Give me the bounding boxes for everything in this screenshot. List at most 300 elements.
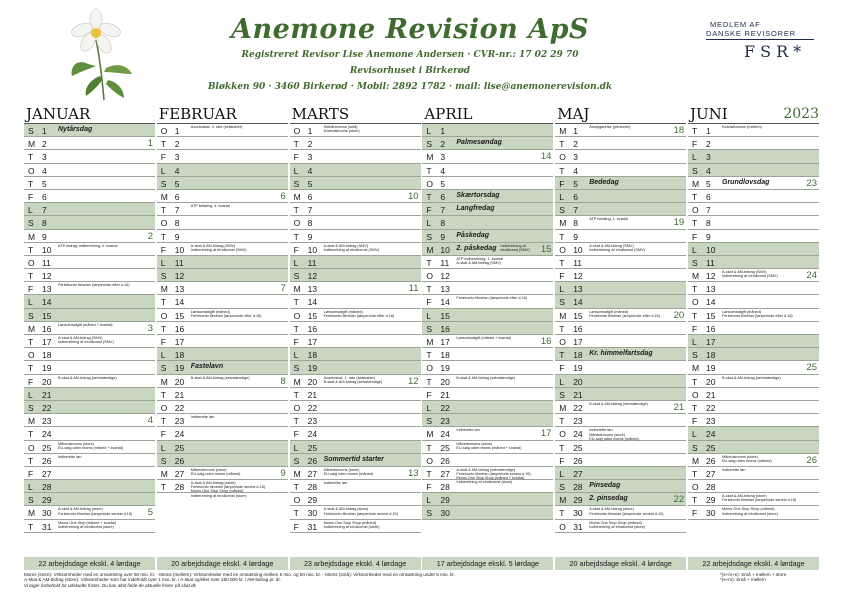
weekday-letter: T: [28, 521, 34, 532]
day-number: 28: [42, 482, 52, 493]
day-number: 18: [174, 350, 185, 361]
week-number: 1: [147, 138, 153, 150]
day-row: [688, 335, 819, 348]
day-row: [157, 441, 288, 454]
day-number: 3: [706, 152, 711, 163]
fsr-logo: FSR*: [744, 42, 807, 61]
day-row: [24, 216, 155, 229]
day-row: [555, 230, 686, 243]
day-number: 29: [440, 495, 450, 506]
weekday-letter: L: [426, 126, 432, 136]
day-row: [290, 427, 421, 440]
weekday-letter: O: [28, 257, 35, 268]
day-row: [688, 282, 819, 295]
deadline-note: Kvartalsmoms (mellem): [722, 125, 762, 129]
deadline-note: A-skat & AM-bidrag (SMV) Indberetning af eIndkomst (SMV): [589, 243, 645, 252]
calendar-year: 2023: [783, 106, 819, 122]
legend-notes: [24, 572, 584, 588]
day-number: 15: [174, 310, 185, 321]
weekday-letter: S: [692, 442, 698, 453]
weekday-letter: M: [293, 284, 301, 295]
weekday-letter: F: [559, 271, 565, 282]
day-number: 19: [42, 363, 52, 374]
week-number: 20: [673, 309, 685, 321]
month-title: MARTS: [291, 105, 350, 123]
weekday-letter: L: [559, 284, 564, 295]
day-number: 2: [706, 139, 711, 150]
weekday-letter: M: [28, 231, 36, 242]
month-title: JUNI: [690, 105, 728, 123]
header-contact-line: Bløkken 90 · 3460 Birkerød · Mobil: 2892 1782 · mail: lise@anemonerevision.dk: [207, 82, 613, 92]
day-row: [290, 230, 421, 243]
week-number: 11: [408, 283, 419, 295]
day-row: [688, 124, 819, 137]
deadline-note: Moms One Stop Shop (måned) Indberetning af eIndkomst (store): [722, 507, 778, 516]
day-number: 23: [307, 416, 318, 427]
day-row: [290, 216, 421, 229]
day-row: [555, 216, 686, 229]
month-title: MAJ: [557, 105, 590, 123]
day-number: 9: [42, 231, 47, 242]
weekday-letter: F: [692, 416, 698, 427]
weekday-letter: F: [559, 363, 565, 374]
day-row: [555, 348, 686, 361]
day-row: [555, 375, 686, 388]
day-number: 30: [440, 508, 450, 519]
day-row: [290, 506, 421, 519]
day-list: [688, 123, 819, 520]
weekday-letter: O: [692, 297, 699, 308]
day-number: 1: [440, 126, 446, 136]
day-row: [24, 520, 155, 533]
weekday-letter: L: [426, 310, 432, 321]
day-row: [688, 164, 819, 177]
weekday-letter: T: [28, 178, 34, 189]
weekday-letter: T: [160, 205, 166, 216]
day-number: 29: [573, 495, 583, 506]
day-number: 30: [573, 508, 583, 519]
day-number: 18: [307, 350, 318, 361]
weekday-letter: L: [293, 257, 299, 268]
weekday-letter: T: [28, 244, 34, 255]
weekday-letter: F: [559, 178, 565, 189]
day-row: [422, 309, 553, 322]
day-row: [157, 480, 288, 498]
weekday-letter: O: [426, 455, 434, 466]
day-number: 2: [440, 139, 446, 150]
weekday-letter: F: [28, 468, 34, 479]
day-number: 22: [42, 402, 52, 413]
day-number: 29: [307, 495, 318, 506]
weekday-letter: T: [28, 152, 34, 163]
day-number: 14: [706, 297, 716, 308]
weekday-letter: L: [293, 442, 299, 453]
day-number: 15: [706, 310, 716, 321]
day-number: 17: [42, 337, 52, 347]
day-row: [555, 427, 686, 440]
day-row: [290, 520, 421, 533]
weekday-letter: S: [28, 218, 34, 229]
day-number: 4: [440, 165, 446, 176]
day-number: 24: [42, 429, 52, 440]
day-row: [157, 454, 288, 467]
weekday-letter: T: [692, 126, 698, 136]
day-row: [157, 150, 288, 163]
day-row: [157, 190, 288, 203]
day-number: 9: [174, 231, 180, 242]
day-number: 17: [706, 337, 716, 347]
weekday-letter: F: [160, 429, 166, 440]
weekday-letter: T: [293, 389, 299, 400]
day-row: [688, 256, 819, 269]
day-number: 1: [174, 126, 180, 136]
day-row: [157, 203, 288, 216]
day-number: 16: [573, 323, 583, 334]
weekday-letter: S: [28, 310, 34, 321]
day-row: [157, 375, 288, 388]
deadline-note: Månedsmoms (store) EU-salg uden moms (måned): [323, 467, 374, 477]
weekday-letter: T: [692, 284, 698, 295]
weekday-letter: M: [293, 468, 301, 479]
day-number: 11: [42, 257, 51, 268]
day-list: [157, 123, 288, 498]
day-row: [290, 177, 421, 190]
day-row: [157, 414, 288, 427]
day-number: 31: [42, 521, 52, 532]
weekday-letter: T: [160, 323, 166, 334]
day-number: 11: [174, 257, 184, 268]
day-number: 18: [706, 350, 716, 361]
weekday-letter: O: [559, 521, 566, 532]
fsr-org-label: DANSKE REVISORER: [706, 29, 796, 38]
day-number: 28: [307, 482, 318, 493]
day-number: 27: [307, 468, 318, 479]
weekday-letter: L: [28, 297, 33, 308]
weekday-letter: L: [426, 495, 432, 506]
legend-line: Vi tager forbehold for udskudte frister. Du kan altid finde de aktuelle frister på skat.dk: [24, 582, 196, 588]
weekday-letter: M: [28, 508, 36, 519]
day-row: [24, 256, 155, 269]
day-list: [555, 123, 686, 533]
weekday-letter: M: [426, 429, 434, 440]
day-row: [555, 282, 686, 295]
holiday-name: Grundlovsdag: [722, 178, 770, 186]
weekday-letter: S: [559, 297, 565, 308]
weekday-letter: L: [692, 152, 697, 163]
weekday-letter: T: [160, 231, 166, 242]
day-number: 3: [42, 152, 47, 163]
deadline-note: ATP-bidrag: indberetning, 4. kvartal: [58, 243, 118, 248]
day-row: [555, 203, 686, 216]
weekday-letter: S: [692, 165, 698, 176]
day-number: 9: [440, 231, 446, 242]
day-row: [688, 269, 819, 282]
day-row: [157, 401, 288, 414]
week-number: 16: [540, 336, 552, 347]
day-row: [157, 295, 288, 308]
day-row: [290, 322, 421, 335]
day-number: 23: [174, 416, 185, 427]
deadline-note: Moms One Stop Shop (måned) Indberetning af eIndkomst (store): [323, 520, 380, 529]
day-row: [290, 401, 421, 414]
page-header: [0, 0, 841, 104]
weekday-letter: T: [426, 191, 432, 202]
day-row: [24, 164, 155, 177]
week-number: 10: [408, 190, 419, 202]
week-number: 18: [673, 125, 685, 136]
day-number: 21: [706, 389, 716, 400]
day-number: 26: [174, 455, 185, 466]
day-row: [24, 441, 155, 454]
day-number: 6: [42, 191, 47, 202]
day-row: [422, 467, 553, 485]
day-number: 23: [706, 416, 716, 427]
day-number: 4: [573, 165, 578, 176]
weekday-letter: T: [692, 402, 698, 413]
day-number: 21: [307, 389, 318, 400]
day-number: 26: [307, 455, 318, 466]
day-number: 13: [573, 284, 583, 295]
weekday-letter: S: [160, 178, 167, 189]
weekday-letter: T: [293, 139, 299, 150]
day-number: 6: [573, 191, 578, 202]
weekday-letter: S: [160, 271, 167, 282]
week-number: 3: [147, 322, 153, 334]
day-number: 28: [573, 482, 583, 493]
day-number: 27: [573, 468, 583, 479]
deadline-note: Lønsumsafgift (måned) Feriekonto tilmelan (lønperiode efter d.16): [190, 309, 262, 318]
deadline-note: Acontoskat, 1. rate (selskaber) B-skat & AM-bidrag (selvstændige): [323, 375, 383, 384]
weekday-letter: S: [28, 402, 34, 413]
day-row: [157, 164, 288, 177]
weekday-letter: M: [559, 126, 567, 136]
weekday-letter: T: [160, 297, 166, 308]
day-row: [688, 454, 819, 467]
day-number: 22: [174, 402, 185, 413]
deadline-note: A-skat & AM-bidrag (store) Feriekonto tilmelan (lønperiode senest d.15): [323, 507, 398, 516]
day-number: 7: [440, 205, 446, 216]
workdays-summary: 22 arbejdsdage ekskl. 4 lørdage: [688, 557, 819, 570]
day-number: 18: [42, 350, 52, 361]
day-number: 31: [307, 521, 318, 532]
weekday-letter: O: [160, 310, 168, 321]
weekday-letter: F: [160, 152, 166, 163]
weekday-letter: O: [692, 389, 699, 400]
weekday-letter: T: [28, 337, 34, 347]
day-row: [688, 322, 819, 335]
weekday-letter: S: [28, 495, 34, 506]
weekday-letter: F: [426, 297, 432, 308]
day-number: 22: [307, 402, 318, 413]
day-number: 26: [573, 455, 583, 466]
weekday-letter: O: [426, 271, 434, 282]
holiday-name: 2. pinsedag: [589, 495, 628, 503]
day-row: [290, 203, 421, 216]
day-number: 1: [706, 126, 711, 136]
day-number: 28: [706, 482, 716, 493]
day-row: [422, 137, 553, 150]
weekday-letter: F: [28, 376, 34, 387]
day-number: 24: [174, 429, 185, 440]
day-row: [555, 361, 686, 374]
weekday-letter: F: [293, 244, 299, 255]
day-row: [290, 361, 421, 374]
day-row: [157, 335, 288, 348]
weekday-letter: M: [559, 310, 567, 321]
weekday-letter: L: [426, 218, 432, 229]
day-row: [555, 441, 686, 454]
weekday-letter: F: [293, 429, 299, 440]
day-row: [688, 190, 819, 203]
day-number: 2: [42, 139, 47, 150]
week-number: 17: [540, 428, 552, 440]
day-number: 4: [307, 165, 313, 176]
company-name: Anemone Revision ApS: [231, 14, 589, 45]
day-number: 19: [174, 363, 185, 374]
holiday-name: Påskedag: [456, 231, 490, 239]
deadline-note: B-skat & AM-bidrag (selvstændige): [456, 375, 516, 380]
day-number: 14: [174, 297, 185, 308]
day-row: [422, 150, 553, 163]
day-row: [24, 375, 155, 388]
day-number: 8: [706, 218, 711, 229]
day-row: [422, 506, 553, 519]
day-row: [555, 520, 686, 533]
weekday-letter: T: [692, 468, 698, 479]
day-row: [422, 124, 553, 137]
day-row: [157, 177, 288, 190]
day-row: [555, 401, 686, 414]
day-number: 31: [573, 521, 583, 532]
day-row: [290, 480, 421, 493]
day-number: 15: [307, 310, 318, 321]
legend-key-line: *(s+m): Små + mellem: [720, 577, 766, 583]
weekday-letter: F: [692, 508, 698, 519]
deadline-note: Lønsumsafgift (måned + kvartal): [456, 336, 511, 340]
day-row: [24, 282, 155, 295]
day-row: [688, 427, 819, 440]
day-row: [422, 322, 553, 335]
weekday-letter: L: [160, 257, 166, 268]
deadline-note: A-skat & AM-bidrag (SMV) Indberetning af eIndkomst (SMV): [58, 336, 114, 345]
weekday-letter: O: [160, 402, 168, 413]
day-row: [290, 467, 421, 480]
day-number: 11: [307, 257, 317, 268]
deadline-note: A-skat & AM-bidrag (store) Feriekonto tilmelan (lønperiode senest d.15): [589, 507, 664, 516]
month-title: APRIL: [424, 105, 473, 123]
day-number: 5: [174, 178, 180, 189]
day-number: 27: [174, 468, 185, 479]
day-number: 16: [706, 323, 716, 334]
weekday-letter: T: [426, 350, 432, 361]
fsr-member-label: MEDLEM AF: [710, 20, 761, 29]
month-title: JANUAR: [26, 105, 91, 123]
holiday-name: Palmesøndag: [456, 139, 502, 147]
weekday-letter: S: [293, 455, 300, 466]
day-number: 20: [706, 376, 716, 387]
day-row: [688, 401, 819, 414]
day-number: 26: [440, 455, 450, 466]
day-number: 13: [174, 284, 185, 295]
workdays-summary: 17 arbejdsdage ekskl. 5 lørdage: [422, 557, 553, 570]
day-row: [157, 216, 288, 229]
deadline-note: Halvårsmoms (små) Kvartalsmoms (store): [323, 125, 360, 134]
day-row: [157, 427, 288, 440]
day-number: 20: [440, 376, 450, 387]
holiday-name: Kr. himmelfartsdag: [589, 350, 653, 358]
weekday-letter: F: [426, 482, 432, 493]
day-row: [24, 454, 155, 467]
day-row: [24, 295, 155, 308]
day-number: 15: [42, 310, 52, 321]
weekday-letter: S: [426, 508, 433, 519]
day-number: 4: [706, 165, 711, 176]
day-row: [688, 493, 819, 506]
week-number: 14: [540, 151, 552, 163]
day-row: [290, 414, 421, 427]
day-number: 22: [440, 402, 450, 413]
day-row: [688, 216, 819, 229]
weekday-letter: T: [559, 323, 565, 334]
day-number: 2: [307, 139, 313, 150]
deadline-note: B-skat & AM-bidrag (selvstændige): [589, 401, 648, 406]
weekday-letter: F: [426, 389, 432, 400]
weekday-letter: S: [559, 482, 565, 493]
weekday-letter: T: [692, 310, 698, 321]
day-row: [157, 269, 288, 282]
day-number: 2: [174, 139, 180, 150]
day-number: 26: [42, 455, 52, 466]
week-number: 7: [280, 283, 286, 295]
day-row: [555, 164, 686, 177]
day-row: [290, 243, 421, 256]
day-number: 10: [307, 244, 318, 255]
deadline-note: Årsopgørelse (personer): [589, 125, 631, 129]
deadline-note: ATP indberetning, 1. kvartal A-skat & AM-bidrag (SMV): [456, 256, 503, 266]
weekday-letter: T: [559, 442, 565, 453]
day-number: 22: [573, 402, 583, 413]
weekday-letter: O: [293, 402, 301, 413]
weekday-letter: O: [28, 165, 35, 176]
day-row: [422, 256, 553, 269]
day-row: [688, 230, 819, 243]
weekday-letter: T: [28, 455, 34, 466]
day-number: 24: [307, 429, 318, 440]
weekday-letter: T: [160, 389, 166, 400]
day-number: 15: [440, 310, 450, 321]
weekday-letter: O: [559, 429, 566, 440]
weekday-letter: M: [692, 455, 700, 466]
day-number: 25: [307, 442, 318, 453]
day-row: [24, 203, 155, 216]
day-number: 14: [307, 297, 318, 308]
weekday-letter: T: [559, 165, 565, 176]
day-row: [555, 322, 686, 335]
weekday-letter: T: [692, 218, 698, 229]
day-row: [555, 493, 686, 506]
weekday-letter: O: [28, 442, 35, 453]
day-row: [24, 177, 155, 190]
weekday-letter: T: [293, 297, 299, 308]
deadline-note: A-skat & AM-bidrag (SMV) Indberetning af eIndkomst (SMV): [722, 270, 778, 279]
day-row: [290, 375, 421, 388]
day-row: [422, 414, 553, 427]
week-number: 22: [673, 494, 685, 506]
day-row: [290, 348, 421, 361]
weekday-letter: L: [559, 376, 564, 387]
day-number: 23: [42, 416, 52, 427]
deadline-note: Moms One Stop Shop (måned) Indberetning af eIndkomst (store): [589, 520, 646, 529]
